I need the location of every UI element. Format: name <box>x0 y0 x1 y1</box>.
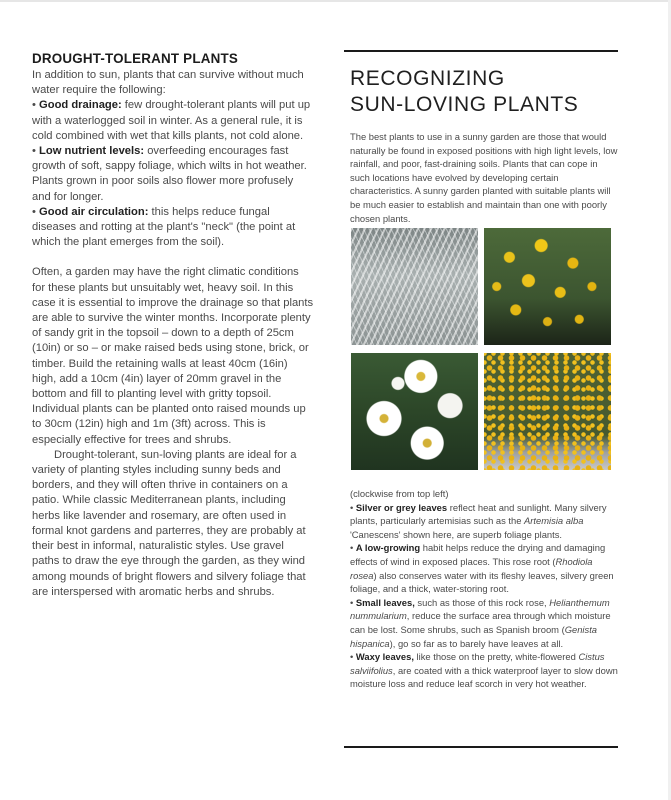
recognizing-section <box>350 66 618 225</box>
planting-styles-paragraph: Drought-tolerant, sun-loving plants are ideal for a variety of planting styles including sunny beds and borders, and they will often thrive in containers on a patio. While classic Mediterranean plants, including herbs like lavender and rosemary, are often used in formal knot gardens and parterres, they are probably at their best in informal, naturalistic styles. Use gravel paths to draw the eye through the garden, as they wind among mounds of bright flowers and silvery foliage that are interspersed with aromatic herbs and shrubs. <box>32 448 306 598</box>
drainage-paragraph: Often, a garden may have the right climatic conditions for these plants but unsuitably wet, heavy soil. In this case it is essential to improve the drainage so that plants are able to survive the winter months. Incorporate plenty of sandy grit in the topsoil – down to a depth of 25cm (10in) or so – or make raised beds using stone, brick, or timber. Build the retaining walls at least 40cm (16in) high, add a 10cm (4in) layer of 20mm gravel in the bottom and fill to planting level with gritty topsoil. Individual plants can be planted onto raised mounds up to 30cm (12in) high and 1m (3ft) across. This is especially effective for trees and shrubs. <box>32 266 314 446</box>
sidebar-title: RECOGNIZING SUN-LOVING PLANTS <box>350 67 579 116</box>
drought-tolerant-section <box>32 50 314 600</box>
bottom-divider <box>344 746 618 748</box>
sidebar-intro: The best plants to use in a sunny garden are those that would naturally be found in exposed positions with high light levels, low rainfall, and poor, fast-draining soils. Plants that can cope in such locations have evolved by developing certain characteristics. A sunny garden planted with suitable plants will be much easier to establish and maintain than one with poorly chosen plants. <box>350 131 618 224</box>
caption-waxy-leaves: • Waxy leaves, like those on the pretty, white-flowered Cistus salviifolius, are coated with a thick waterproof layer to slow down moisture loss and reduce leaf scorch in very hot weather. <box>350 651 618 690</box>
photo-grid <box>351 228 617 470</box>
photo-captions <box>350 487 620 691</box>
section-heading: DROUGHT-TOLERANT PLANTS <box>32 51 238 66</box>
bullet-nutrients: • Low nutrient levels: overfeeding encourages fast growth of soft, sappy foliage, which wilts in hot weather. Plants grown in poor soils also flower more profusely and for longer. <box>32 145 307 203</box>
photo-cistus <box>351 353 478 470</box>
caption-small-leaves: • Small leaves, such as those of this rock rose, Helianthemum nummularium, reduce the surface area through which moisture can be lost. Some shrubs, such as Spanish broom (Genista hispanica), go so far as to barely have leaves at all. <box>350 596 611 649</box>
bullet-drainage: • Good drainage: few drought-tolerant plants will put up with a waterlogged soil in winter. As a general rule, it is cold combined with wet that kills plants, not cold alone. <box>32 99 311 142</box>
photo-artemisia <box>351 228 478 345</box>
intro-paragraph: In addition to sun, plants that can survive without much water require the following: <box>32 69 304 97</box>
caption-silver-leaves: • Silver or grey leaves reflect heat and sunlight. Many silvery plants, particularly artemisias such as the Artemisia alba 'Canescens' shown here, are superb foliage plants. <box>350 501 607 540</box>
bullet-air-circulation: • Good air circulation: this helps reduce fungal diseases and rotting at the plant's "neck" (the point at which the plant emerges from the soil). <box>32 205 296 249</box>
paragraph-gap <box>32 250 314 265</box>
caption-lead: (clockwise from top left) <box>350 488 449 499</box>
photo-rhodiola <box>484 228 611 345</box>
caption-low-growing: • A low-growing habit helps reduce the drying and damaging effects of wind in exposed places. This rose root (Rhodiola rosea) also conserves water with its fleshy leaves, silvery green foliage, and a thick, water-storing root. <box>350 542 614 595</box>
photo-helianthemum <box>484 353 611 470</box>
top-divider <box>344 50 618 52</box>
page-top-edge <box>0 0 671 2</box>
